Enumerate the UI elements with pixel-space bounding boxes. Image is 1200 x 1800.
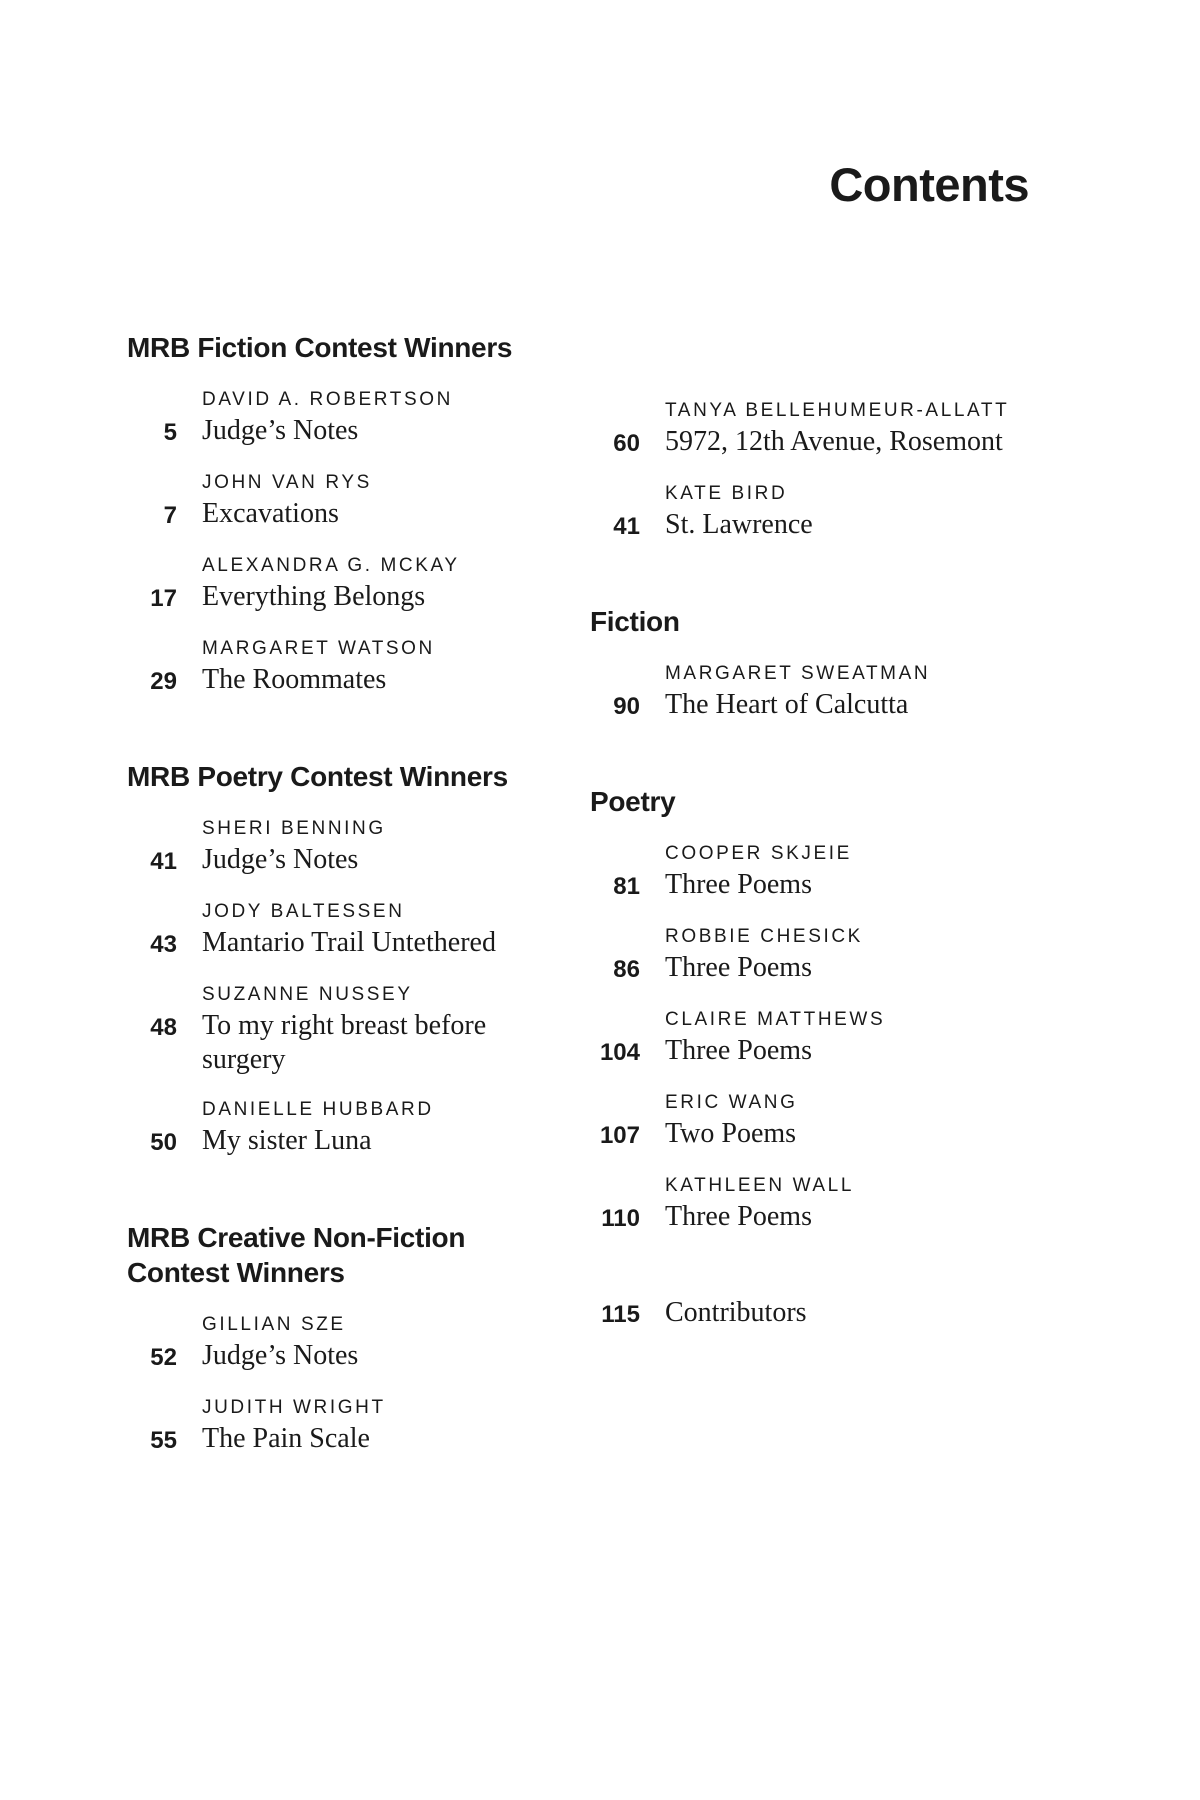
entry-author: SHERI BENNING — [202, 818, 386, 839]
toc-left-column — [127, 330, 557, 1518]
toc-entry[interactable] — [590, 1009, 1060, 1070]
toc-entry[interactable] — [127, 472, 557, 533]
toc-entry[interactable] — [127, 818, 557, 879]
entry-title: Mantario Trail Untethered — [202, 927, 496, 958]
entry-title: The Roommates — [202, 664, 387, 695]
toc-entry[interactable] — [590, 483, 1060, 544]
entry-author: KATE BIRD — [665, 483, 788, 504]
toc-section — [590, 400, 1060, 544]
entry-author: ROBBIE CHESICK — [665, 926, 863, 947]
entry-title: To my right breast before surgery — [202, 1010, 487, 1075]
toc-entry[interactable] — [590, 1296, 1060, 1332]
toc-entry[interactable] — [127, 1099, 557, 1160]
entry-title: Contributors — [665, 1297, 807, 1328]
entry-author: ERIC WANG — [665, 1092, 798, 1113]
entry-title: 5972, 12th Avenue, Rosemont — [665, 426, 1003, 457]
section-heading: MRB Fiction Contest Winners — [127, 332, 513, 363]
toc-entry[interactable] — [127, 1397, 557, 1458]
toc-section — [590, 784, 1060, 1236]
section-heading: MRB Poetry Contest Winners — [127, 761, 508, 792]
page-title: Contents — [829, 158, 1029, 211]
entry-author: DAVID A. ROBERTSON — [202, 389, 453, 410]
entry-title: Judge’s Notes — [202, 415, 359, 446]
toc-right-column — [590, 400, 1060, 1392]
toc-entry[interactable] — [590, 926, 1060, 987]
entry-author: TANYA BELLEHUMEUR-ALLATT — [665, 400, 1010, 421]
entry-title: The Pain Scale — [202, 1423, 370, 1454]
toc-entry[interactable] — [590, 1175, 1060, 1236]
entry-author: JUDITH WRIGHT — [202, 1397, 386, 1418]
entry-title: Three Poems — [665, 1201, 812, 1232]
toc-section — [127, 1220, 557, 1458]
section-heading: Poetry — [590, 786, 676, 817]
entry-author: JOHN VAN RYS — [202, 472, 372, 493]
entry-page-number: 29 — [150, 668, 177, 695]
entry-author: CLAIRE MATTHEWS — [665, 1009, 886, 1030]
entry-author: GILLIAN SZE — [202, 1314, 346, 1335]
entry-page-number: 41 — [150, 848, 177, 875]
entry-page-number: 86 — [613, 956, 640, 983]
entry-page-number: 60 — [613, 430, 640, 457]
entry-page-number: 41 — [613, 513, 640, 540]
toc-entry[interactable] — [127, 638, 557, 699]
entry-title: Judge’s Notes — [202, 1340, 359, 1371]
entry-page-number: 48 — [150, 1014, 177, 1041]
entry-page-number: 81 — [613, 873, 640, 900]
section-heading: Fiction — [590, 606, 680, 637]
entry-page-number: 52 — [150, 1344, 177, 1371]
toc-entry[interactable] — [590, 663, 1060, 724]
entry-author: SUZANNE NUSSEY — [202, 984, 413, 1005]
entry-page-number: 55 — [150, 1427, 177, 1454]
toc-section — [127, 759, 557, 1160]
entry-title: Two Poems — [665, 1118, 797, 1149]
entry-title: The Heart of Calcutta — [665, 689, 909, 720]
entry-author: MARGARET SWEATMAN — [665, 663, 931, 684]
entry-page-number: 90 — [613, 693, 640, 720]
entry-page-number: 7 — [163, 502, 177, 529]
toc-section — [590, 1296, 1060, 1332]
entry-page-number: 43 — [150, 931, 177, 958]
entry-title: St. Lawrence — [665, 509, 813, 540]
entry-author: COOPER SKJEIE — [665, 843, 852, 864]
entry-author: ALEXANDRA G. MCKAY — [202, 555, 460, 576]
toc-entry[interactable] — [590, 400, 1060, 461]
toc-section — [590, 604, 1060, 724]
entry-page-number: 17 — [150, 585, 177, 612]
entry-author: MARGARET WATSON — [202, 638, 435, 659]
entry-page-number: 115 — [601, 1301, 640, 1328]
toc-entry[interactable] — [127, 901, 557, 962]
toc-entry[interactable] — [127, 389, 557, 450]
entry-title: Three Poems — [665, 1035, 812, 1066]
entry-title: Excavations — [202, 498, 339, 529]
entry-title: Three Poems — [665, 952, 812, 983]
entry-page-number: 107 — [599, 1122, 640, 1149]
entry-page-number: 5 — [163, 419, 177, 446]
entry-author: KATHLEEN WALL — [665, 1175, 855, 1196]
entry-title: Three Poems — [665, 869, 812, 900]
section-heading: MRB Creative Non-Fiction Contest Winners — [127, 1222, 466, 1288]
entry-title: My sister Luna — [202, 1125, 372, 1156]
entry-author: JODY BALTESSEN — [202, 901, 405, 922]
toc-entry[interactable] — [127, 1314, 557, 1375]
toc-section — [127, 330, 557, 699]
toc-entry[interactable] — [590, 843, 1060, 904]
entry-author: DANIELLE HUBBARD — [202, 1099, 434, 1120]
toc-entry[interactable] — [127, 984, 557, 1077]
entry-title: Everything Belongs — [202, 581, 426, 612]
entry-title: Judge’s Notes — [202, 844, 359, 875]
entry-page-number: 50 — [150, 1129, 177, 1156]
toc-entry[interactable] — [590, 1092, 1060, 1153]
entry-page-number: 104 — [599, 1039, 640, 1066]
toc-entry[interactable] — [127, 555, 557, 616]
entry-page-number: 110 — [601, 1205, 640, 1232]
